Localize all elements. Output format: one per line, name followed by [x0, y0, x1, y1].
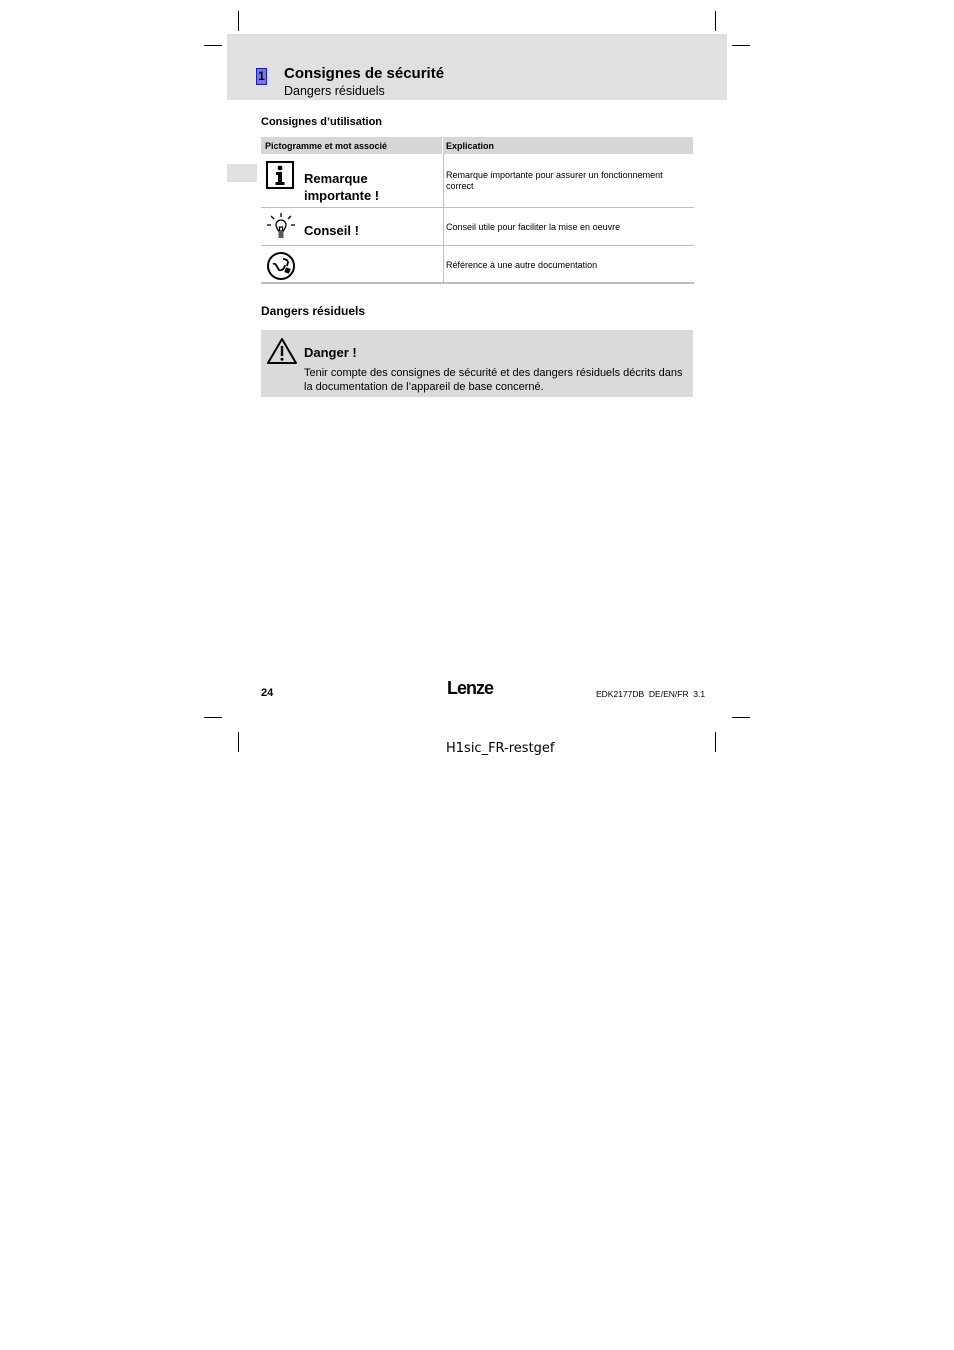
explanation-line: Remarque importante pour assurer un fonctionnement	[446, 170, 663, 180]
crop-mark	[204, 45, 222, 46]
table-bottom-rule	[261, 282, 694, 284]
lightbulb-icon	[266, 212, 296, 247]
document-code: EDK2177DB DE/EN/FR 3.1	[596, 689, 706, 699]
crop-mark	[715, 732, 716, 752]
signal-word-line: Remarque	[304, 171, 368, 186]
column-header-explanation: Explication	[446, 141, 495, 151]
brand-logo: Lenze	[447, 678, 494, 698]
explanation-text: Référence à une autre documentation	[446, 260, 598, 270]
danger-title: Danger !	[304, 345, 357, 360]
table-row	[261, 246, 694, 282]
signal-word-conseil: Conseil !	[304, 223, 359, 238]
column-divider	[443, 208, 444, 245]
table-row	[261, 208, 694, 246]
info-i-icon	[266, 161, 294, 194]
signal-word-line: importante !	[304, 188, 380, 203]
column-divider	[443, 154, 444, 207]
residual-dangers-heading: Dangers résiduels	[261, 304, 366, 318]
page-title: Consignes de sécurité	[284, 65, 445, 82]
reference-pointer-icon	[266, 251, 296, 286]
side-tab-marker	[227, 164, 257, 182]
explanation-line: correct	[446, 181, 474, 191]
page-number: 24	[261, 687, 274, 699]
warning-triangle-icon	[266, 337, 298, 370]
crop-mark	[715, 11, 716, 31]
crop-mark	[238, 11, 239, 31]
usage-notes-heading: Consignes d’utilisation	[261, 116, 383, 128]
file-label: H1sic_FR-restgef	[446, 741, 555, 756]
crop-mark	[204, 717, 222, 718]
table-header	[261, 137, 693, 154]
table-row	[261, 154, 694, 208]
column-divider	[442, 137, 443, 154]
crop-mark	[732, 717, 750, 718]
chapter-number[interactable]: 1	[256, 68, 267, 85]
danger-box	[261, 330, 693, 397]
column-header-pictogram: Pictogramme et mot associé	[265, 141, 388, 151]
column-divider	[443, 246, 444, 282]
page-subtitle: Dangers résiduels	[284, 84, 385, 98]
crop-mark	[732, 45, 750, 46]
danger-text: Tenir compte des consignes de sécurité et des dangers résiduels décrits dans la documentation de l’appareil de base concerné.	[304, 367, 683, 393]
crop-mark	[238, 732, 239, 752]
explanation-text: Conseil utile pour faciliter la mise en oeuvre	[446, 222, 621, 232]
signal-word-remarque	[304, 170, 379, 204]
explanation-text	[446, 170, 691, 192]
